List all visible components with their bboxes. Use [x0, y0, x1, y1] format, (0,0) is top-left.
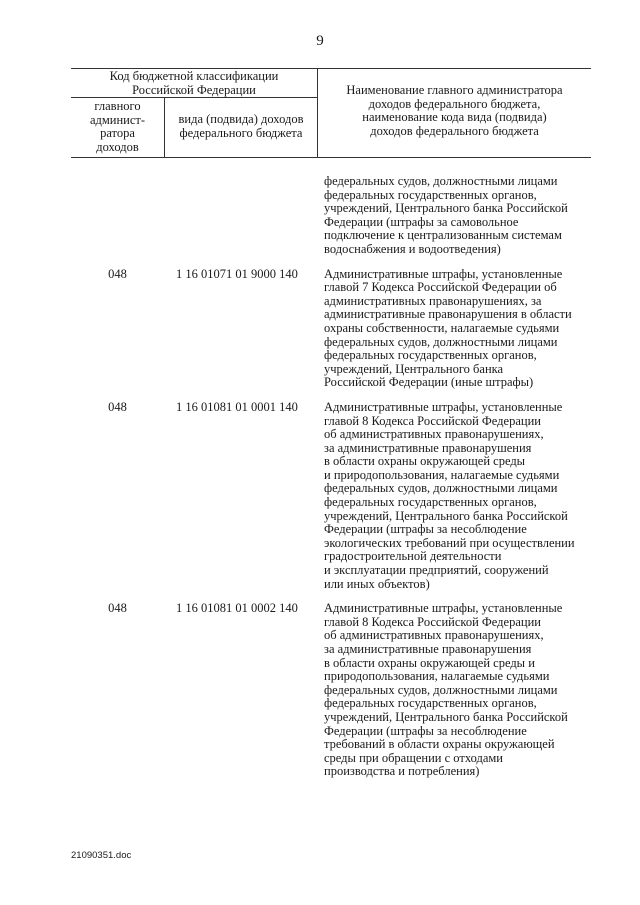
admin-code: 048 — [108, 266, 127, 281]
revenue-code: 1 16 01071 01 9000 140 — [176, 266, 298, 281]
table-row — [71, 268, 591, 390]
revenue-name: Административные штрафы, установленные главой 8 Кодекса Российской Федерации об административных правонарушениях, за административные правонарушения в области охраны окружающей среды и природопользования, налагаемые судьями федеральных судов, должностными лицами федеральных государственных органов, учреждений, Центрального банка Российской Федерации (штрафы за несоблюдение экологических требований при осуществлении градостроительной деятельности и эксплуатации предприятий, сооружений или иных объектов) — [324, 399, 575, 591]
document-filename: 21090351.doc — [71, 850, 132, 861]
header-chief-administrator: главного админист- ратора доходов — [89, 99, 146, 154]
revenue-code: 1 16 01081 01 0002 140 — [176, 601, 298, 616]
revenue-code: 1 16 01081 01 0001 140 — [176, 399, 298, 414]
revenue-name: федеральных судов, должностными лицами федеральных государственных органов, учреждений, Центрального банка Российской Федерации (штрафы за самовольное подключение к централизованным системам водоснабжения и водоотведения) — [324, 174, 568, 256]
table-body — [71, 175, 591, 779]
table-row — [71, 401, 591, 591]
table-header — [71, 68, 591, 158]
admin-code: 048 — [108, 601, 127, 616]
revenue-name: Административные штрафы, установленные главой 8 Кодекса Российской Федерации об административных правонарушениях, за административные правонарушения в области охраны окружающей среды и природопользования, налагаемые судьями федеральных судов, должностными лицами федеральных государственных органов, учреждений, Центрального банка Российской Федерации (штрафы за несоблюдение требований в области охраны окружающей среды при обращении с отходами производства и потребления) — [324, 601, 568, 779]
table-row — [71, 602, 591, 779]
header-divider-group — [71, 97, 317, 98]
header-name-column: Наименование главного администратора доходов федерального бюджета, наименование кода вида (подвида) доходов федерального бюджета — [346, 83, 563, 138]
admin-code: 048 — [108, 399, 127, 414]
header-budget-classification-code: Код бюджетной классификации Российской Федерации — [109, 69, 279, 97]
table-row — [71, 175, 591, 257]
revenue-name: Административные штрафы, установленные главой 7 Кодекса Российской Федерации об административных правонарушениях, за административные правонарушения в области охраны собственности, налагаемые судьями федеральных судов, должностными лицами федеральных государственных органов, учреждений, Центрального банка Российской Федерации (иные штрафы) — [324, 266, 572, 390]
page-number: 9 — [316, 33, 324, 49]
header-revenue-kind: вида (подвида) доходов федерального бюджета — [178, 112, 304, 140]
